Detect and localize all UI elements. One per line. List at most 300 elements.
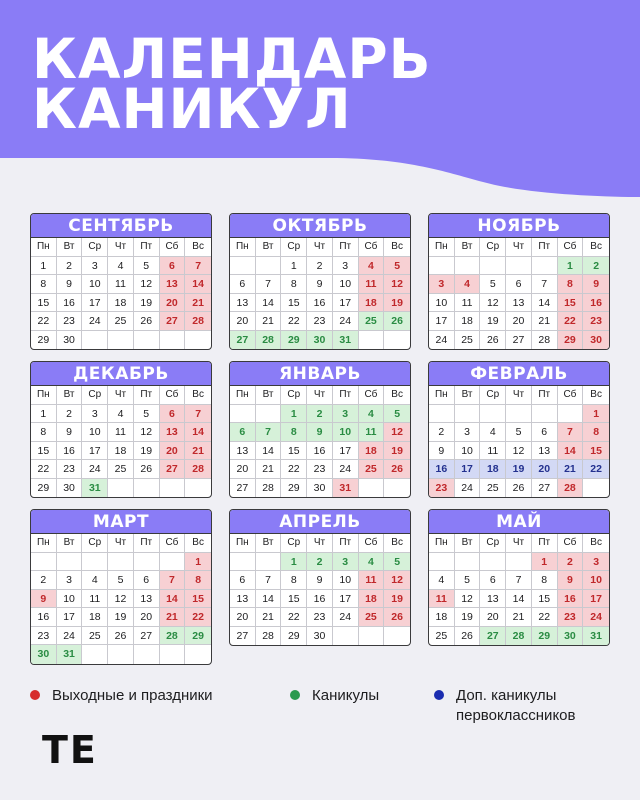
- day-cell: 13: [506, 294, 532, 313]
- day-cell: 8: [31, 275, 57, 294]
- day-cell: 4: [480, 423, 506, 442]
- day-cell: 23: [57, 460, 83, 479]
- day-cell: 24: [82, 312, 108, 331]
- weekday-header: Чт: [108, 386, 134, 405]
- weekday-header: Сб: [160, 534, 186, 553]
- day-cell: 6: [160, 405, 186, 424]
- day-cell: 11: [108, 275, 134, 294]
- day-cell: 9: [429, 442, 455, 461]
- day-cell: 9: [307, 571, 333, 590]
- day-cell: 3: [583, 553, 609, 572]
- day-cell: 21: [506, 608, 532, 627]
- day-cell: 1: [281, 405, 307, 424]
- weekday-header: Вс: [384, 238, 410, 257]
- day-cell: 24: [82, 460, 108, 479]
- day-cell: 15: [583, 442, 609, 461]
- day-cell: 27: [230, 479, 256, 498]
- day-cell: 12: [384, 423, 410, 442]
- weekday-header: Пн: [230, 386, 256, 405]
- day-cell: 18: [359, 590, 385, 609]
- weekday-header: Чт: [506, 238, 532, 257]
- day-cell: 31: [57, 645, 83, 664]
- day-cell: 27: [532, 479, 558, 498]
- day-cell: 23: [31, 627, 57, 646]
- empty-cell: [506, 405, 532, 424]
- day-cell: 26: [134, 312, 160, 331]
- day-cell: 17: [455, 460, 481, 479]
- day-cell: 7: [185, 405, 211, 424]
- weekday-header: Сб: [359, 386, 385, 405]
- day-cell: 7: [256, 571, 282, 590]
- day-cell: 18: [455, 312, 481, 331]
- day-cell: 24: [429, 331, 455, 350]
- day-cell: 19: [506, 460, 532, 479]
- weekday-header: Пн: [31, 534, 57, 553]
- day-cell: 24: [333, 608, 359, 627]
- empty-cell: [429, 257, 455, 276]
- day-cell: 20: [480, 608, 506, 627]
- day-cell: 22: [583, 460, 609, 479]
- weekday-header: Вт: [256, 534, 282, 553]
- day-cell: 19: [134, 442, 160, 461]
- day-cell: 18: [108, 442, 134, 461]
- day-cell: 25: [108, 460, 134, 479]
- day-cell: 1: [583, 405, 609, 424]
- empty-cell: [429, 405, 455, 424]
- empty-cell: [160, 331, 186, 350]
- weekday-header: Сб: [160, 386, 186, 405]
- month-calendar: [229, 361, 411, 498]
- day-cell: 21: [558, 460, 584, 479]
- day-cell: 1: [532, 553, 558, 572]
- day-cell: 22: [31, 312, 57, 331]
- day-cell: 20: [160, 442, 186, 461]
- weekday-header: Ср: [281, 386, 307, 405]
- day-cell: 9: [558, 571, 584, 590]
- day-cell: 6: [230, 275, 256, 294]
- day-cell: 16: [558, 590, 584, 609]
- day-cell: 26: [455, 627, 481, 646]
- empty-cell: [160, 553, 186, 572]
- day-cell: 25: [455, 331, 481, 350]
- empty-cell: [108, 645, 134, 664]
- day-cell: 24: [455, 479, 481, 498]
- day-cell: 29: [281, 331, 307, 350]
- day-cell: 2: [307, 553, 333, 572]
- day-cell: 6: [160, 257, 186, 276]
- weekday-header: Вт: [57, 534, 83, 553]
- day-cell: 24: [333, 312, 359, 331]
- empty-cell: [256, 553, 282, 572]
- day-cell: 31: [333, 479, 359, 498]
- day-cell: 12: [480, 294, 506, 313]
- empty-cell: [532, 257, 558, 276]
- empty-cell: [160, 645, 186, 664]
- month-title: ОКТЯБРЬ: [230, 214, 410, 238]
- day-cell: 17: [333, 590, 359, 609]
- weekday-header: Пн: [31, 238, 57, 257]
- day-cell: 5: [134, 257, 160, 276]
- green-dot-icon: [290, 690, 300, 700]
- day-cell: 26: [506, 479, 532, 498]
- day-cell: 29: [185, 627, 211, 646]
- day-cell: 6: [506, 275, 532, 294]
- month-calendar: [229, 213, 411, 350]
- weekday-header: Чт: [307, 386, 333, 405]
- day-cell: 24: [583, 608, 609, 627]
- day-cell: 1: [31, 405, 57, 424]
- weekday-header: Ср: [480, 386, 506, 405]
- day-cell: 3: [429, 275, 455, 294]
- empty-cell: [57, 553, 83, 572]
- month-calendar: [428, 213, 610, 350]
- weekday-header: Вт: [455, 534, 481, 553]
- weekday-header: Вт: [57, 238, 83, 257]
- weekday-header: Вс: [583, 534, 609, 553]
- day-cell: 28: [185, 460, 211, 479]
- day-cell: 5: [134, 405, 160, 424]
- day-cell: 8: [532, 571, 558, 590]
- weekday-header: Пн: [31, 386, 57, 405]
- day-cell: 21: [185, 294, 211, 313]
- day-cell: 12: [455, 590, 481, 609]
- empty-cell: [256, 257, 282, 276]
- weekday-header: Пт: [134, 238, 160, 257]
- day-cell: 16: [307, 590, 333, 609]
- day-cell: 17: [429, 312, 455, 331]
- day-cell: 27: [160, 312, 186, 331]
- weekday-header: Пн: [429, 386, 455, 405]
- empty-cell: [230, 553, 256, 572]
- day-cell: 10: [455, 442, 481, 461]
- day-cell: 21: [256, 312, 282, 331]
- day-cell: 13: [160, 275, 186, 294]
- day-cell: 3: [82, 257, 108, 276]
- day-cell: 14: [256, 442, 282, 461]
- weekday-header: Сб: [359, 534, 385, 553]
- empty-cell: [134, 479, 160, 498]
- empty-cell: [333, 627, 359, 646]
- weekday-header: Вс: [185, 534, 211, 553]
- day-cell: 20: [134, 608, 160, 627]
- day-cell: 22: [532, 608, 558, 627]
- day-cell: 17: [82, 294, 108, 313]
- day-cell: 8: [281, 275, 307, 294]
- weekday-header: Пт: [532, 386, 558, 405]
- day-cell: 5: [506, 423, 532, 442]
- weekday-header: Пн: [230, 534, 256, 553]
- day-cell: 2: [31, 571, 57, 590]
- day-cell: 20: [230, 608, 256, 627]
- empty-cell: [384, 331, 410, 350]
- day-cell: 30: [31, 645, 57, 664]
- day-cell: 26: [480, 331, 506, 350]
- day-cell: 1: [558, 257, 584, 276]
- weekday-header: Пт: [333, 386, 359, 405]
- day-cell: 31: [333, 331, 359, 350]
- month-calendar: [428, 361, 610, 498]
- day-cell: 17: [57, 608, 83, 627]
- day-cell: 7: [256, 275, 282, 294]
- day-cell: 16: [57, 294, 83, 313]
- day-cell: 12: [108, 590, 134, 609]
- day-cell: 25: [359, 312, 385, 331]
- day-cell: 10: [333, 275, 359, 294]
- day-cell: 23: [307, 460, 333, 479]
- day-cell: 28: [558, 479, 584, 498]
- day-cell: 5: [455, 571, 481, 590]
- day-cell: 6: [532, 423, 558, 442]
- day-cell: 8: [558, 275, 584, 294]
- month-title: НОЯБРЬ: [429, 214, 609, 238]
- day-cell: 10: [82, 275, 108, 294]
- day-cell: 1: [281, 553, 307, 572]
- empty-cell: [455, 257, 481, 276]
- weekday-header: Чт: [108, 534, 134, 553]
- day-cell: 31: [82, 479, 108, 498]
- day-cell: 3: [333, 257, 359, 276]
- day-cell: 18: [108, 294, 134, 313]
- day-cell: 13: [134, 590, 160, 609]
- day-cell: 23: [583, 312, 609, 331]
- title-line-2: КАНИКУЛ: [32, 77, 352, 141]
- day-cell: 11: [429, 590, 455, 609]
- weekday-header: Пт: [333, 534, 359, 553]
- day-cell: 3: [333, 553, 359, 572]
- day-cell: 4: [108, 257, 134, 276]
- empty-cell: [82, 331, 108, 350]
- day-cell: 15: [281, 442, 307, 461]
- month-title: АПРЕЛЬ: [230, 510, 410, 534]
- day-cell: 15: [281, 294, 307, 313]
- day-cell: 24: [333, 460, 359, 479]
- day-cell: 7: [185, 257, 211, 276]
- day-cell: 12: [384, 571, 410, 590]
- month-calendar: [428, 509, 610, 646]
- day-cell: 2: [57, 257, 83, 276]
- empty-cell: [359, 627, 385, 646]
- day-cell: 21: [185, 442, 211, 461]
- day-cell: 8: [185, 571, 211, 590]
- day-cell: 30: [558, 627, 584, 646]
- day-cell: 5: [480, 275, 506, 294]
- day-cell: 16: [307, 442, 333, 461]
- weekday-header: Вт: [256, 238, 282, 257]
- empty-cell: [583, 479, 609, 498]
- day-cell: 10: [429, 294, 455, 313]
- day-cell: 9: [307, 423, 333, 442]
- weekday-header: Вт: [455, 386, 481, 405]
- day-cell: 27: [134, 627, 160, 646]
- day-cell: 10: [333, 423, 359, 442]
- day-cell: 15: [31, 442, 57, 461]
- day-cell: 16: [429, 460, 455, 479]
- day-cell: 22: [281, 608, 307, 627]
- day-cell: 8: [583, 423, 609, 442]
- day-cell: 11: [480, 442, 506, 461]
- empty-cell: [480, 553, 506, 572]
- day-cell: 13: [532, 442, 558, 461]
- weekday-header: Ср: [480, 534, 506, 553]
- day-cell: 28: [160, 627, 186, 646]
- day-cell: 26: [384, 460, 410, 479]
- day-cell: 8: [281, 571, 307, 590]
- day-cell: 11: [359, 275, 385, 294]
- month-title: СЕНТЯБРЬ: [31, 214, 211, 238]
- empty-cell: [558, 405, 584, 424]
- day-cell: 13: [230, 294, 256, 313]
- day-cell: 21: [532, 312, 558, 331]
- empty-cell: [185, 645, 211, 664]
- day-cell: 9: [31, 590, 57, 609]
- day-cell: 28: [185, 312, 211, 331]
- day-cell: 30: [57, 331, 83, 350]
- weekday-header: Сб: [160, 238, 186, 257]
- header-banner: [0, 0, 640, 200]
- day-cell: 11: [82, 590, 108, 609]
- day-cell: 25: [82, 627, 108, 646]
- day-cell: 14: [185, 275, 211, 294]
- day-cell: 6: [230, 423, 256, 442]
- day-cell: 13: [230, 442, 256, 461]
- weekday-header: Ср: [82, 238, 108, 257]
- month-title: МАРТ: [31, 510, 211, 534]
- day-cell: 6: [480, 571, 506, 590]
- day-cell: 9: [307, 275, 333, 294]
- empty-cell: [384, 479, 410, 498]
- day-cell: 25: [359, 608, 385, 627]
- day-cell: 22: [281, 312, 307, 331]
- day-cell: 30: [307, 479, 333, 498]
- day-cell: 20: [532, 460, 558, 479]
- weekday-header: Ср: [281, 238, 307, 257]
- day-cell: 4: [359, 405, 385, 424]
- day-cell: 15: [532, 590, 558, 609]
- day-cell: 12: [134, 275, 160, 294]
- day-cell: 9: [57, 423, 83, 442]
- day-cell: 29: [31, 331, 57, 350]
- empty-cell: [185, 331, 211, 350]
- day-cell: 10: [583, 571, 609, 590]
- empty-cell: [384, 627, 410, 646]
- weekday-header: Вс: [384, 386, 410, 405]
- day-cell: 28: [532, 331, 558, 350]
- empty-cell: [134, 645, 160, 664]
- weekday-header: Вс: [185, 386, 211, 405]
- empty-cell: [134, 331, 160, 350]
- day-cell: 5: [384, 405, 410, 424]
- day-cell: 5: [108, 571, 134, 590]
- day-cell: 8: [31, 423, 57, 442]
- empty-cell: [134, 553, 160, 572]
- day-cell: 5: [384, 257, 410, 276]
- day-cell: 10: [57, 590, 83, 609]
- day-cell: 18: [359, 442, 385, 461]
- day-cell: 7: [558, 423, 584, 442]
- day-cell: 30: [57, 479, 83, 498]
- day-cell: 27: [230, 627, 256, 646]
- day-cell: 20: [160, 294, 186, 313]
- empty-cell: [429, 553, 455, 572]
- day-cell: 22: [558, 312, 584, 331]
- weekday-header: Чт: [307, 238, 333, 257]
- day-cell: 15: [185, 590, 211, 609]
- day-cell: 13: [160, 423, 186, 442]
- day-cell: 30: [307, 331, 333, 350]
- day-cell: 28: [506, 627, 532, 646]
- day-cell: 18: [82, 608, 108, 627]
- month-calendar: [30, 509, 212, 665]
- month-title: ЯНВАРЬ: [230, 362, 410, 386]
- empty-cell: [506, 553, 532, 572]
- weekday-header: Ср: [480, 238, 506, 257]
- weekday-header: Пн: [230, 238, 256, 257]
- day-cell: 4: [455, 275, 481, 294]
- day-cell: 19: [134, 294, 160, 313]
- weekday-header: Сб: [558, 386, 584, 405]
- logo: ТЕ: [42, 728, 98, 772]
- day-cell: 4: [82, 571, 108, 590]
- empty-cell: [185, 479, 211, 498]
- day-cell: 21: [256, 608, 282, 627]
- day-cell: 23: [307, 312, 333, 331]
- day-cell: 18: [359, 294, 385, 313]
- day-cell: 2: [57, 405, 83, 424]
- day-cell: 4: [429, 571, 455, 590]
- day-cell: 25: [359, 460, 385, 479]
- empty-cell: [506, 257, 532, 276]
- month-calendar: [30, 361, 212, 498]
- day-cell: 14: [256, 294, 282, 313]
- day-cell: 16: [57, 442, 83, 461]
- empty-cell: [359, 331, 385, 350]
- day-cell: 16: [583, 294, 609, 313]
- empty-cell: [108, 331, 134, 350]
- day-cell: 25: [429, 627, 455, 646]
- empty-cell: [108, 479, 134, 498]
- day-cell: 17: [333, 294, 359, 313]
- weekday-header: Вс: [384, 534, 410, 553]
- day-cell: 7: [160, 571, 186, 590]
- day-cell: 19: [384, 590, 410, 609]
- day-cell: 11: [455, 294, 481, 313]
- day-cell: 20: [230, 312, 256, 331]
- day-cell: 17: [583, 590, 609, 609]
- weekday-header: Сб: [359, 238, 385, 257]
- day-cell: 9: [57, 275, 83, 294]
- day-cell: 29: [532, 627, 558, 646]
- day-cell: 1: [31, 257, 57, 276]
- day-cell: 27: [506, 331, 532, 350]
- weekday-header: Ср: [281, 534, 307, 553]
- blue-dot-icon: [434, 690, 444, 700]
- day-cell: 14: [185, 423, 211, 442]
- day-cell: 23: [57, 312, 83, 331]
- empty-cell: [31, 553, 57, 572]
- weekday-header: Пт: [333, 238, 359, 257]
- empty-cell: [230, 257, 256, 276]
- empty-cell: [359, 479, 385, 498]
- weekday-header: Вс: [583, 238, 609, 257]
- month-title: МАЙ: [429, 510, 609, 534]
- day-cell: 7: [506, 571, 532, 590]
- weekday-header: Пт: [134, 386, 160, 405]
- day-cell: 1: [185, 553, 211, 572]
- day-cell: 15: [558, 294, 584, 313]
- red-dot-icon: [30, 690, 40, 700]
- day-cell: 19: [480, 312, 506, 331]
- empty-cell: [108, 553, 134, 572]
